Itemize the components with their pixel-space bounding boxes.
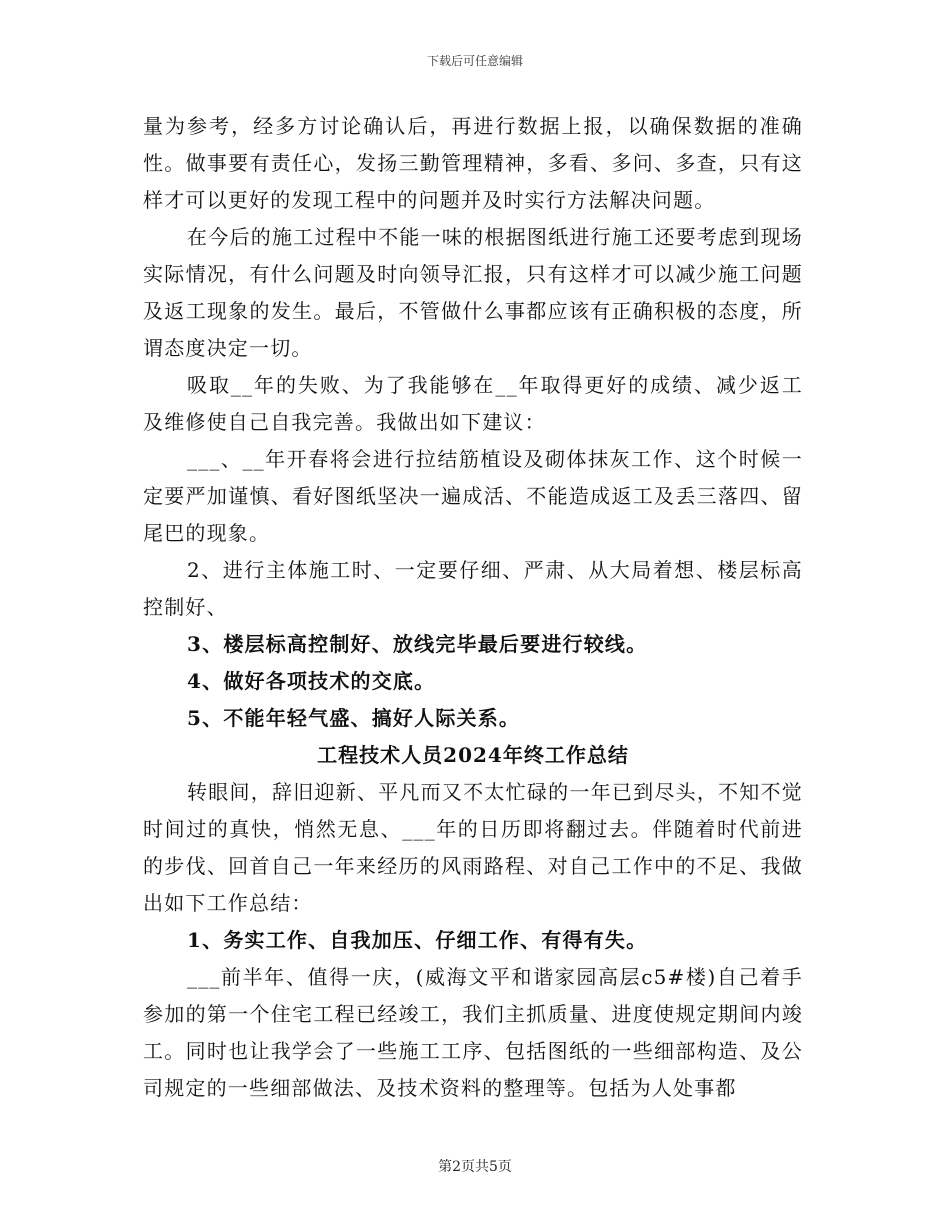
document-body <box>143 108 803 1107</box>
summary-intro: 转眼间，辞旧迎新、平凡而又不太忙碌的一年已到尽头，不知不觉时间过的真快，悄然无息、___年的日历即将翻过去。伴随着时代前进的步伐、回首自己一年来经历的风雨路程、对自己工作中的不足、我做出如下工作总结： <box>143 780 803 915</box>
paragraph-continuation: 量为参考，经多方讨论确认后，再进行数据上报，以确保数据的准确性。做事要有责任心，发扬三勤管理精神，多看、多问、多查，只有这样才可以更好的发现工程中的问题并及时实行方法解决问题。 <box>143 114 803 212</box>
summary-detail: ___前半年、值得一庆，(威海文平和谐家园高层c5#楼)自己着手参加的第一个住宅工程已经竣工，我们主抓质量、进度使规定期间内竣工。同时也让我学会了一些施工工序、包括图纸的一些细部构造、及公司规定的一些细部做法、及技术资料的整理等。包括为人处事都 <box>143 965 803 1100</box>
page-number: 第2页共5页 <box>438 1159 512 1175</box>
suggestion-5: 5、不能年轻气盛、搞好人际关系。 <box>187 706 521 730</box>
summary-point-1: 1、务实工作、自我加压、仔细工作、有得有失。 <box>187 928 648 952</box>
paragraph-future-construction: 在今后的施工过程中不能一味的根据图纸进行施工还要考虑到现场实际情况，有什么问题及时向领导汇报，只有这样才可以减少施工问题及返工现象的发生。最后，不管做什么事都应该有正确积极的态度，所谓态度决定一切。 <box>143 225 803 360</box>
suggestion-1: ___、__年开春将会进行拉结筋植设及砌体抹灰工作、这个时候一定要严加谨慎、看好图纸坚决一遍成活、不能造成返工及丢三落四、留尾巴的现象。 <box>143 447 803 545</box>
suggestion-4: 4、做好各项技术的交底。 <box>187 669 436 693</box>
section-title: 工程技术人员2024年终工作总结 <box>317 743 629 767</box>
suggestion-3: 3、楼层标高控制好、放线完毕最后要进行较线。 <box>187 632 648 656</box>
suggestion-2: 2、进行主体施工时、一定要仔细、严肃、从大局着想、楼层标高控制好、 <box>143 558 803 619</box>
paragraph-lessons: 吸取__年的失败、为了我能够在__年取得更好的成绩、减少返工及维修使自己自我完善。我做出如下建议： <box>143 373 803 434</box>
header-note: 下载后可任意编辑 <box>426 54 523 68</box>
